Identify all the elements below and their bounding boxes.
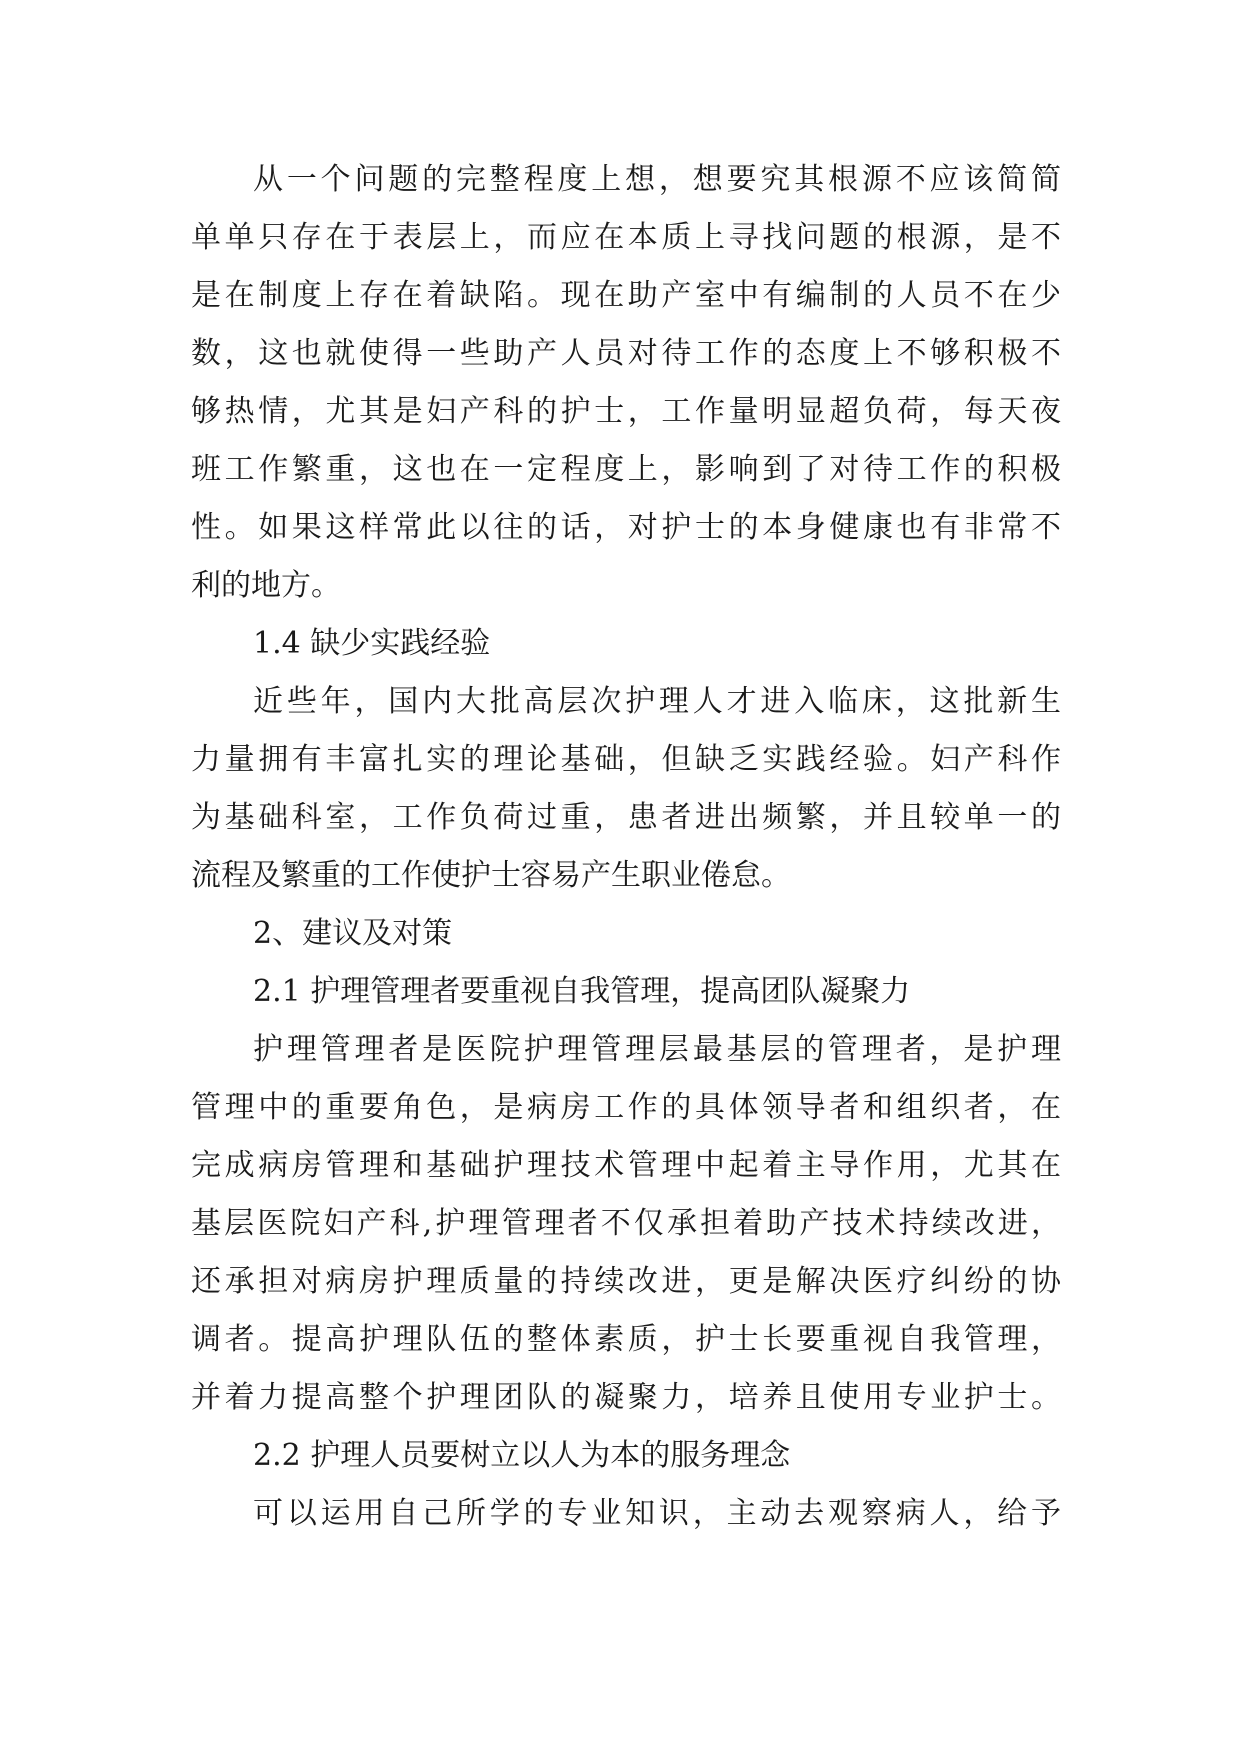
paragraph-line: 管理中的重要角色，是病房工作的具体领导者和组织者，在 [191,1090,1061,1125]
paragraph-line: 还承担对病房护理质量的持续改进，更是解决医疗纠纷的协 [191,1264,1061,1299]
paragraph-line: 利的地方。 [191,568,341,603]
paragraph-line: 数，这也就使得一些助产人员对待工作的态度上不够积极不 [191,336,1061,371]
paragraph-line: 流程及繁重的工作使护士容易产生职业倦怠。 [191,858,791,893]
section-heading: 1.4 缺少实践经验 [253,626,491,661]
paragraph-line: 护理管理者是医院护理管理层最基层的管理者，是护理 [253,1032,1061,1067]
paragraph-line: 是在制度上存在着缺陷。现在助产室中有编制的人员不在少 [191,278,1061,313]
paragraph-line: 力量拥有丰富扎实的理论基础，但缺乏实践经验。妇产科作 [191,742,1061,777]
section-heading: 2、建议及对策 [253,916,453,951]
paragraph-line: 基层医院妇产科,护理管理者不仅承担着助产技术持续改进， [191,1206,1061,1241]
paragraph-line: 近些年，国内大批高层次护理人才进入临床，这批新生 [253,684,1061,719]
paragraph-line: 单单只存在于表层上，而应在本质上寻找问题的根源，是不 [191,220,1061,255]
paragraph-line: 可以运用自己所学的专业知识，主动去观察病人，给予 [253,1496,1061,1531]
paragraph-line: 调者。提高护理队伍的整体素质，护士长要重视自我管理， [191,1322,1061,1357]
paragraph-line: 班工作繁重，这也在一定程度上，影响到了对待工作的积极 [191,452,1061,487]
paragraph-line: 为基础科室，工作负荷过重，患者进出频繁，并且较单一的 [191,800,1061,835]
paragraph-line: 够热情，尤其是妇产科的护士，工作量明显超负荷，每天夜 [191,394,1061,429]
subsection-heading: 2.1 护理管理者要重视自我管理，提高团队凝聚力 [253,974,911,1009]
paragraph-line: 从一个问题的完整程度上想，想要究其根源不应该简简 [253,162,1061,197]
subsection-heading: 2.2 护理人员要树立以人为本的服务理念 [253,1438,791,1473]
paragraph-line: 完成病房管理和基础护理技术管理中起着主导作用，尤其在 [191,1148,1061,1183]
paragraph-line: 性。如果这样常此以往的话，对护士的本身健康也有非常不 [191,510,1061,545]
paragraph-line: 并着力提高整个护理团队的凝聚力，培养且使用专业护士。 [191,1380,1061,1415]
